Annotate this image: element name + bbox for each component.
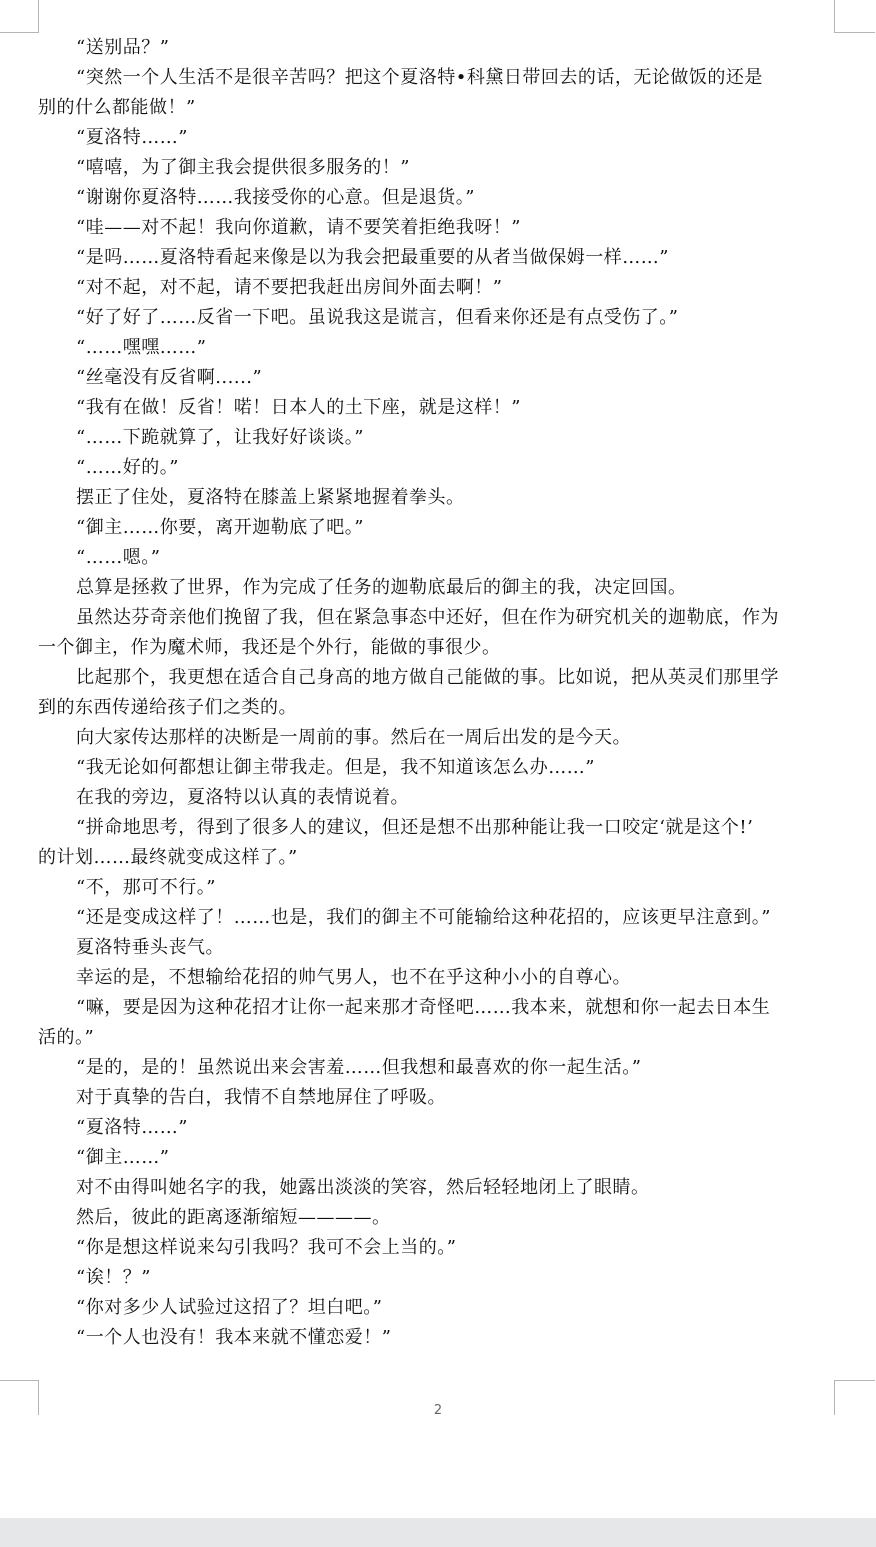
text-line: 对不由得叫她名字的我，她露出淡淡的笑容，然后轻轻地闭上了眼睛。 (76, 1177, 650, 1198)
text-line: “是的，是的！虽然说出来会害羞……但我想和最喜欢的你一起生活。” (76, 1057, 642, 1078)
text-line: 别的什么都能做！” (38, 97, 196, 118)
text-line: “丝毫没有反省啊......” (76, 367, 263, 388)
text-line: 总算是拯救了世界，作为完成了任务的迦勒底最后的御主的我，决定回国。 (76, 577, 687, 598)
text-line: 夏洛特垂头丧气。 (76, 937, 224, 958)
text-line: “……嗯。” (76, 547, 161, 568)
text-line: “……下跪就算了，让我好好谈谈。” (76, 427, 364, 448)
text-line: 对于真挚的告白，我情不自禁地屏住了呼吸。 (76, 1087, 446, 1108)
text-line: “嘻嘻，为了御主我会提供很多服务的！” (76, 157, 410, 178)
text-line: “我无论如何都想让御主带我走。但是，我不知道该怎么办……” (76, 757, 595, 778)
text-line: “诶！？” (76, 1267, 151, 1288)
text-line: “对不起，对不起，请不要把我赶出房间外面去啊！” (76, 277, 503, 298)
text-line: “御主……你要，离开迦勒底了吧。” (76, 517, 364, 538)
text-line: “你是想这样说来勾引我吗？我可不会上当的。” (76, 1237, 457, 1258)
text-line: 到的东西传递给孩子们之类的。 (38, 697, 297, 718)
text-line: “突然一个人生活不是很辛苦吗？把这个夏洛特•科黛日带回去的话，无论做饭的还是 (76, 67, 763, 88)
page-gap-background (0, 1518, 876, 1547)
crop-mark-top-right (834, 0, 875, 33)
text-line: 在我的旁边，夏洛特以认真的表情说着。 (76, 787, 409, 808)
text-line: “拼命地思考，得到了很多人的建议，但还是想不出那种能让我一口咬定‘就是这个!’ (76, 817, 754, 838)
text-line: “御主……” (76, 1147, 170, 1168)
text-line: “……嘿嘿……” (76, 337, 207, 358)
text-line: “哇——对不起！我向你道歉，请不要笑着拒绝我呀！” (76, 217, 521, 238)
text-line: 摆正了住处，夏洛特在膝盖上紧紧地握着拳头。 (76, 487, 465, 508)
page-number: 2 (433, 1403, 443, 1418)
text-line: “嘛，要是因为这种花招才让你一起来那才奇怪吧……我本来，就想和你一起去日本生 (76, 997, 771, 1018)
text-line: “夏洛特……” (76, 1117, 188, 1138)
text-line: “你对多少人试验过这招了？坦白吧。” (76, 1297, 383, 1318)
text-line: “好了好了……反省一下吧。虽说我这是谎言，但看来你还是有点受伤了。” (76, 307, 679, 328)
text-line: “是吗……夏洛特看起来像是以为我会把最重要的从者当做保姆一样……” (76, 247, 669, 268)
text-line: 然后，彼此的距离逐渐缩短————。 (76, 1207, 391, 1228)
text-line: “一个人也没有！我本来就不懂恋爱！” (76, 1327, 392, 1348)
text-line: “还是变成这样了！……也是，我们的御主不可能输给这种花招的，应该更早注意到。” (76, 907, 771, 928)
text-line: “谢谢你夏洛特……我接受你的心意。但是退货。” (76, 187, 475, 208)
text-line: “送别品？” (76, 37, 170, 58)
text-line: 虽然达芬奇亲他们挽留了我，但在紧急事态中还好，但在作为研究机关的迦勒底，作为 (76, 607, 779, 628)
text-line: 幸运的是，不想输给花招的帅气男人，也不在乎这种小小的自尊心。 (76, 967, 631, 988)
text-line: 向大家传达那样的决断是一周前的事。然后在一周后出发的是今天。 (76, 727, 631, 748)
text-line: “我有在做！反省！喏！日本人的土下座，就是这样！” (76, 397, 521, 418)
text-line: 比起那个，我更想在适合自己身高的地方做自己能做的事。比如说，把从英灵们那里学 (76, 667, 779, 688)
text-line: “不，那可不行。” (76, 877, 216, 898)
text-line: “……好的。” (76, 457, 179, 478)
text-line: 活的。” (38, 1027, 95, 1048)
text-line: “夏洛特……” (76, 127, 188, 148)
crop-mark-top-left (0, 0, 39, 33)
text-line: 的计划……最终就变成这样了。” (38, 847, 298, 868)
text-line: 一个御主，作为魔术师，我还是个外行，能做的事很少。 (38, 637, 501, 658)
